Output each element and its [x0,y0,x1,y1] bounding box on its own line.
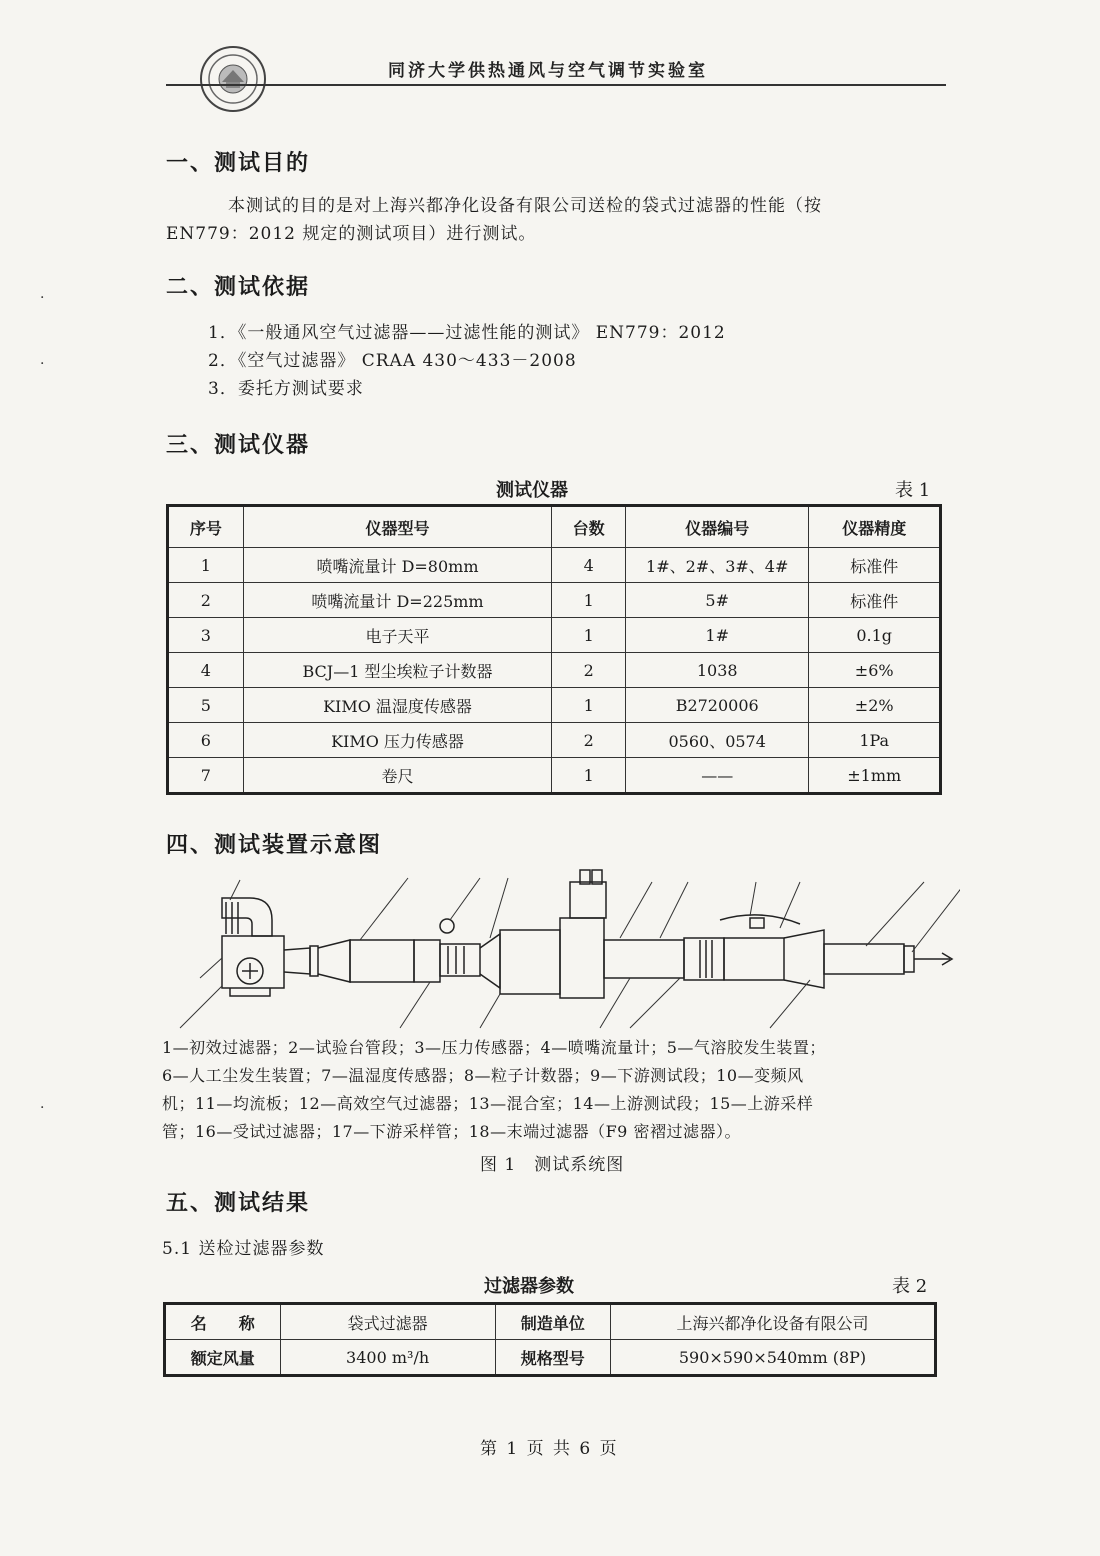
col-header-model: 仪器型号 [243,506,552,548]
table1-title: 测试仪器 [496,480,568,501]
section1-heading: 一、测试目的 [166,150,311,176]
legend-line: 6—人工尘发生装置；7—温湿度传感器；8—粒子计数器；9—下游测试段；10—变频风 [162,1066,804,1085]
scan-speck: · [40,356,45,372]
scan-speck: · [40,290,45,306]
cell-model: 卷尺 [243,758,552,794]
table-row [168,618,941,653]
cell-accuracy: 标准件 [809,548,941,583]
cell-count: 2 [552,653,626,688]
table-row [168,653,941,688]
table-row [168,548,941,583]
cell-serial: 1038 [626,653,809,688]
table-row [168,583,941,618]
table-row [165,1340,936,1376]
table-row [168,688,941,723]
cell-value-manufacturer: 上海兴都净化设备有限公司 [611,1304,936,1340]
basis-item-3: 3．委托方测试要求 [208,379,364,399]
cell-label-airflow: 额定风量 [165,1340,281,1376]
table-row [168,723,941,758]
cell-model: 电子天平 [243,618,552,653]
cell-value-name: 袋式过滤器 [280,1304,495,1340]
section5-subheading: 5.1 送检过滤器参数 [162,1239,325,1259]
university-seal-logo [198,44,268,114]
cell-accuracy: ±1mm [809,758,941,794]
cell-label-name: 名 称 [165,1304,281,1340]
table-row [168,758,941,794]
figure-caption: 图 1 测试系统图 [480,1155,625,1175]
cell-count: 4 [552,548,626,583]
cell-model: KIMO 压力传感器 [243,723,552,758]
col-header-accuracy: 仪器精度 [809,506,941,548]
cell-count: 1 [552,688,626,723]
col-header-count: 台数 [552,506,626,548]
cell-accuracy: ±2% [809,688,941,723]
cell-serial: 1# [626,618,809,653]
page-number-footer: 第 1 页 共 6 页 [480,1439,619,1459]
section5-heading: 五、测试结果 [166,1190,311,1216]
cell-index: 5 [168,688,244,723]
cell-index: 7 [168,758,244,794]
section2-heading: 二、测试依据 [166,274,311,300]
cell-serial: 1#、2#、3#、4# [626,548,809,583]
cell-index: 1 [168,548,244,583]
legend-line: 机；11—均流板；12—高效空气过滤器；13—混合室；14—上游测试段；15—上游采样 [162,1094,814,1113]
cell-index: 3 [168,618,244,653]
cell-index: 4 [168,653,244,688]
cell-label-model: 规格型号 [495,1340,610,1376]
scan-speck: · [40,1100,45,1116]
header-divider [166,84,946,86]
filter-parameter-table [163,1302,937,1377]
cell-model: 喷嘴流量计 D=225mm [243,583,552,618]
cell-value-model: 590×590×540mm (8P) [611,1340,936,1376]
table2-number: 表 2 [892,1276,928,1297]
lab-header-title: 同济大学供热通风与空气调节实验室 [388,61,708,81]
cell-serial: B2720006 [626,688,809,723]
cell-serial: —— [626,758,809,794]
cell-accuracy: 0.1g [809,618,941,653]
schematic-legend [162,1034,942,1146]
cell-count: 2 [552,723,626,758]
cell-serial: 0560、0574 [626,723,809,758]
section1-paragraph-line1: 本测试的目的是对上海兴都净化设备有限公司送检的袋式过滤器的性能（按 [228,196,822,216]
test-rig-schematic [160,868,960,1038]
cell-model: KIMO 温湿度传感器 [243,688,552,723]
legend-line: 1—初效过滤器；2—试验台管段；3—压力传感器；4—喷嘴流量计；5—气溶胶发生装置； [162,1038,826,1057]
col-header-serial: 仪器编号 [626,506,809,548]
legend-line: 管；16—受试过滤器；17—下游采样管；18—末端过滤器（F9 密褶过滤器）。 [162,1122,741,1141]
cell-value-airflow: 3400 m³/h [280,1340,495,1376]
cell-count: 1 [552,583,626,618]
cell-count: 1 [552,618,626,653]
cell-accuracy: 1Pa [809,723,941,758]
section3-heading: 三、测试仪器 [166,432,311,458]
section4-heading: 四、测试装置示意图 [166,832,383,858]
basis-item-1: 1．《一般通风空气过滤器——过滤性能的测试》 EN779：2012 [208,323,726,343]
cell-accuracy: ±6% [809,653,941,688]
instrument-table [166,504,942,795]
cell-serial: 5# [626,583,809,618]
table1-number: 表 1 [895,480,931,501]
cell-label-manufacturer: 制造单位 [495,1304,610,1340]
col-header-index: 序号 [168,506,244,548]
cell-accuracy: 标准件 [809,583,941,618]
section1-paragraph-line2: EN779：2012 规定的测试项目）进行测试。 [166,224,537,244]
cell-count: 1 [552,758,626,794]
cell-index: 2 [168,583,244,618]
table-header-row [168,506,941,548]
cell-model: 喷嘴流量计 D=80mm [243,548,552,583]
cell-model: BCJ—1 型尘埃粒子计数器 [243,653,552,688]
table2-title: 过滤器参数 [484,1276,574,1297]
cell-index: 6 [168,723,244,758]
basis-item-2: 2．《空气过滤器》 CRAA 430～433－2008 [208,351,577,371]
table-row [165,1304,936,1340]
